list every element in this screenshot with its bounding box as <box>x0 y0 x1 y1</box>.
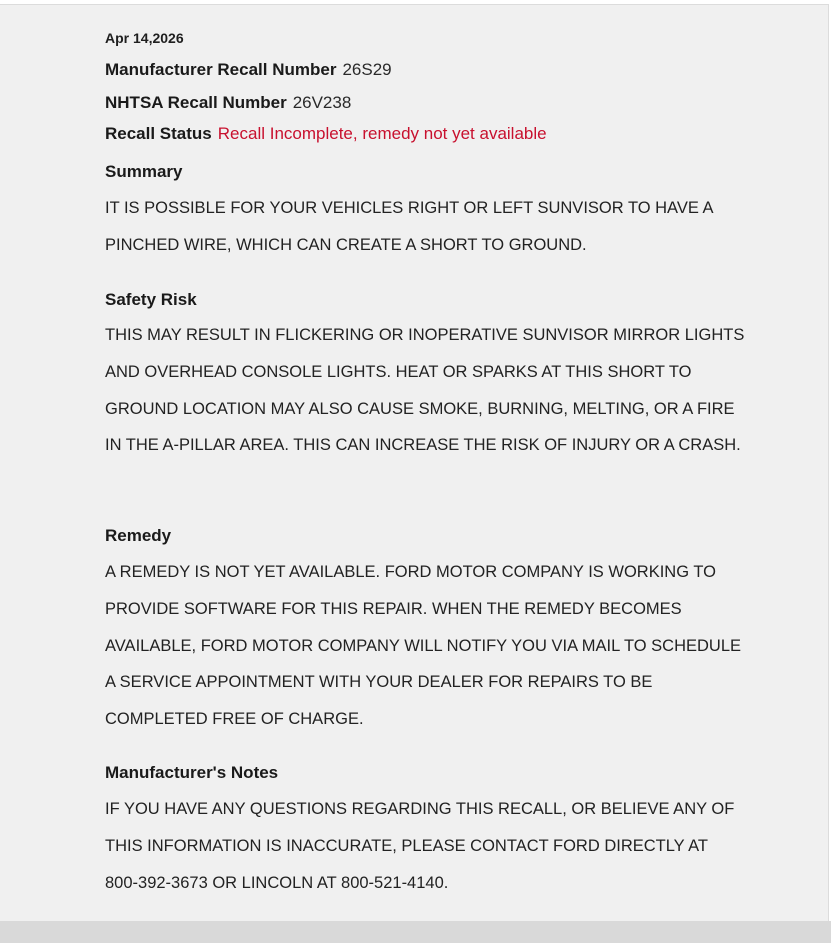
manufacturer-notes-text: IF YOU HAVE ANY QUESTIONS REGARDING THIS RECALL, OR BELIEVE ANY OF THIS INFORMATION IS INACCURATE, PLEASE CONTACT FORD DIRECTLY AT 800-392-3673 OR LINCOLN AT 800-521-4140. <box>105 800 735 892</box>
recall-detail-panel <box>0 4 829 921</box>
recall-status-label: Recall Status <box>105 124 212 143</box>
nhtsa-recall-number-row <box>105 91 351 115</box>
remedy-text: A REMEDY IS NOT YET AVAILABLE. FORD MOTOR COMPANY IS WORKING TO PROVIDE SOFTWARE FOR THIS REPAIR. WHEN THE REMEDY BECOMES AVAILABLE, FORD MOTOR COMPANY WILL NOTIFY YOU VIA MAIL TO SCHEDULE A SERVICE APPOINTMENT WITH YOUR DEALER FOR REPAIRS TO BE COMPLETED FREE OF CHARGE. <box>105 563 742 729</box>
summary-text: IT IS POSSIBLE FOR YOUR VEHICLES RIGHT OR LEFT SUNVISOR TO HAVE A PINCHED WIRE, WHICH CAN CREATE A SHORT TO GROUND. <box>105 199 713 254</box>
recall-status-value: Recall Incomplete, remedy not yet available <box>217 124 547 143</box>
safety-risk-heading: Safety Risk <box>105 290 197 309</box>
nhtsa-recall-number-label: NHTSA Recall Number <box>105 93 287 112</box>
manufacturer-recall-number-row <box>105 58 392 82</box>
safety-risk-text: THIS MAY RESULT IN FLICKERING OR INOPERATIVE SUNVISOR MIRROR LIGHTS AND OVERHEAD CONSOLE LIGHTS. HEAT OR SPARKS AT THIS SHORT TO GROUND LOCATION MAY ALSO CAUSE SMOKE, BURNING, MELTING, OR A FIRE IN THE A-PILLAR AREA. THIS CAN INCREASE THE RISK OF INJURY OR A CRASH. <box>105 326 745 455</box>
recall-date: Apr 14,2026 <box>105 30 184 46</box>
manufacturer-notes-heading: Manufacturer's Notes <box>105 763 279 782</box>
recall-status-row <box>105 122 547 146</box>
manufacturer-recall-number-value: 26S29 <box>342 60 392 79</box>
manufacturer-recall-number-label: Manufacturer Recall Number <box>105 60 337 79</box>
remedy-heading: Remedy <box>105 526 172 545</box>
nhtsa-recall-number-value: 26V238 <box>292 93 352 112</box>
bottom-divider-bar <box>0 921 831 943</box>
summary-heading: Summary <box>105 162 183 181</box>
